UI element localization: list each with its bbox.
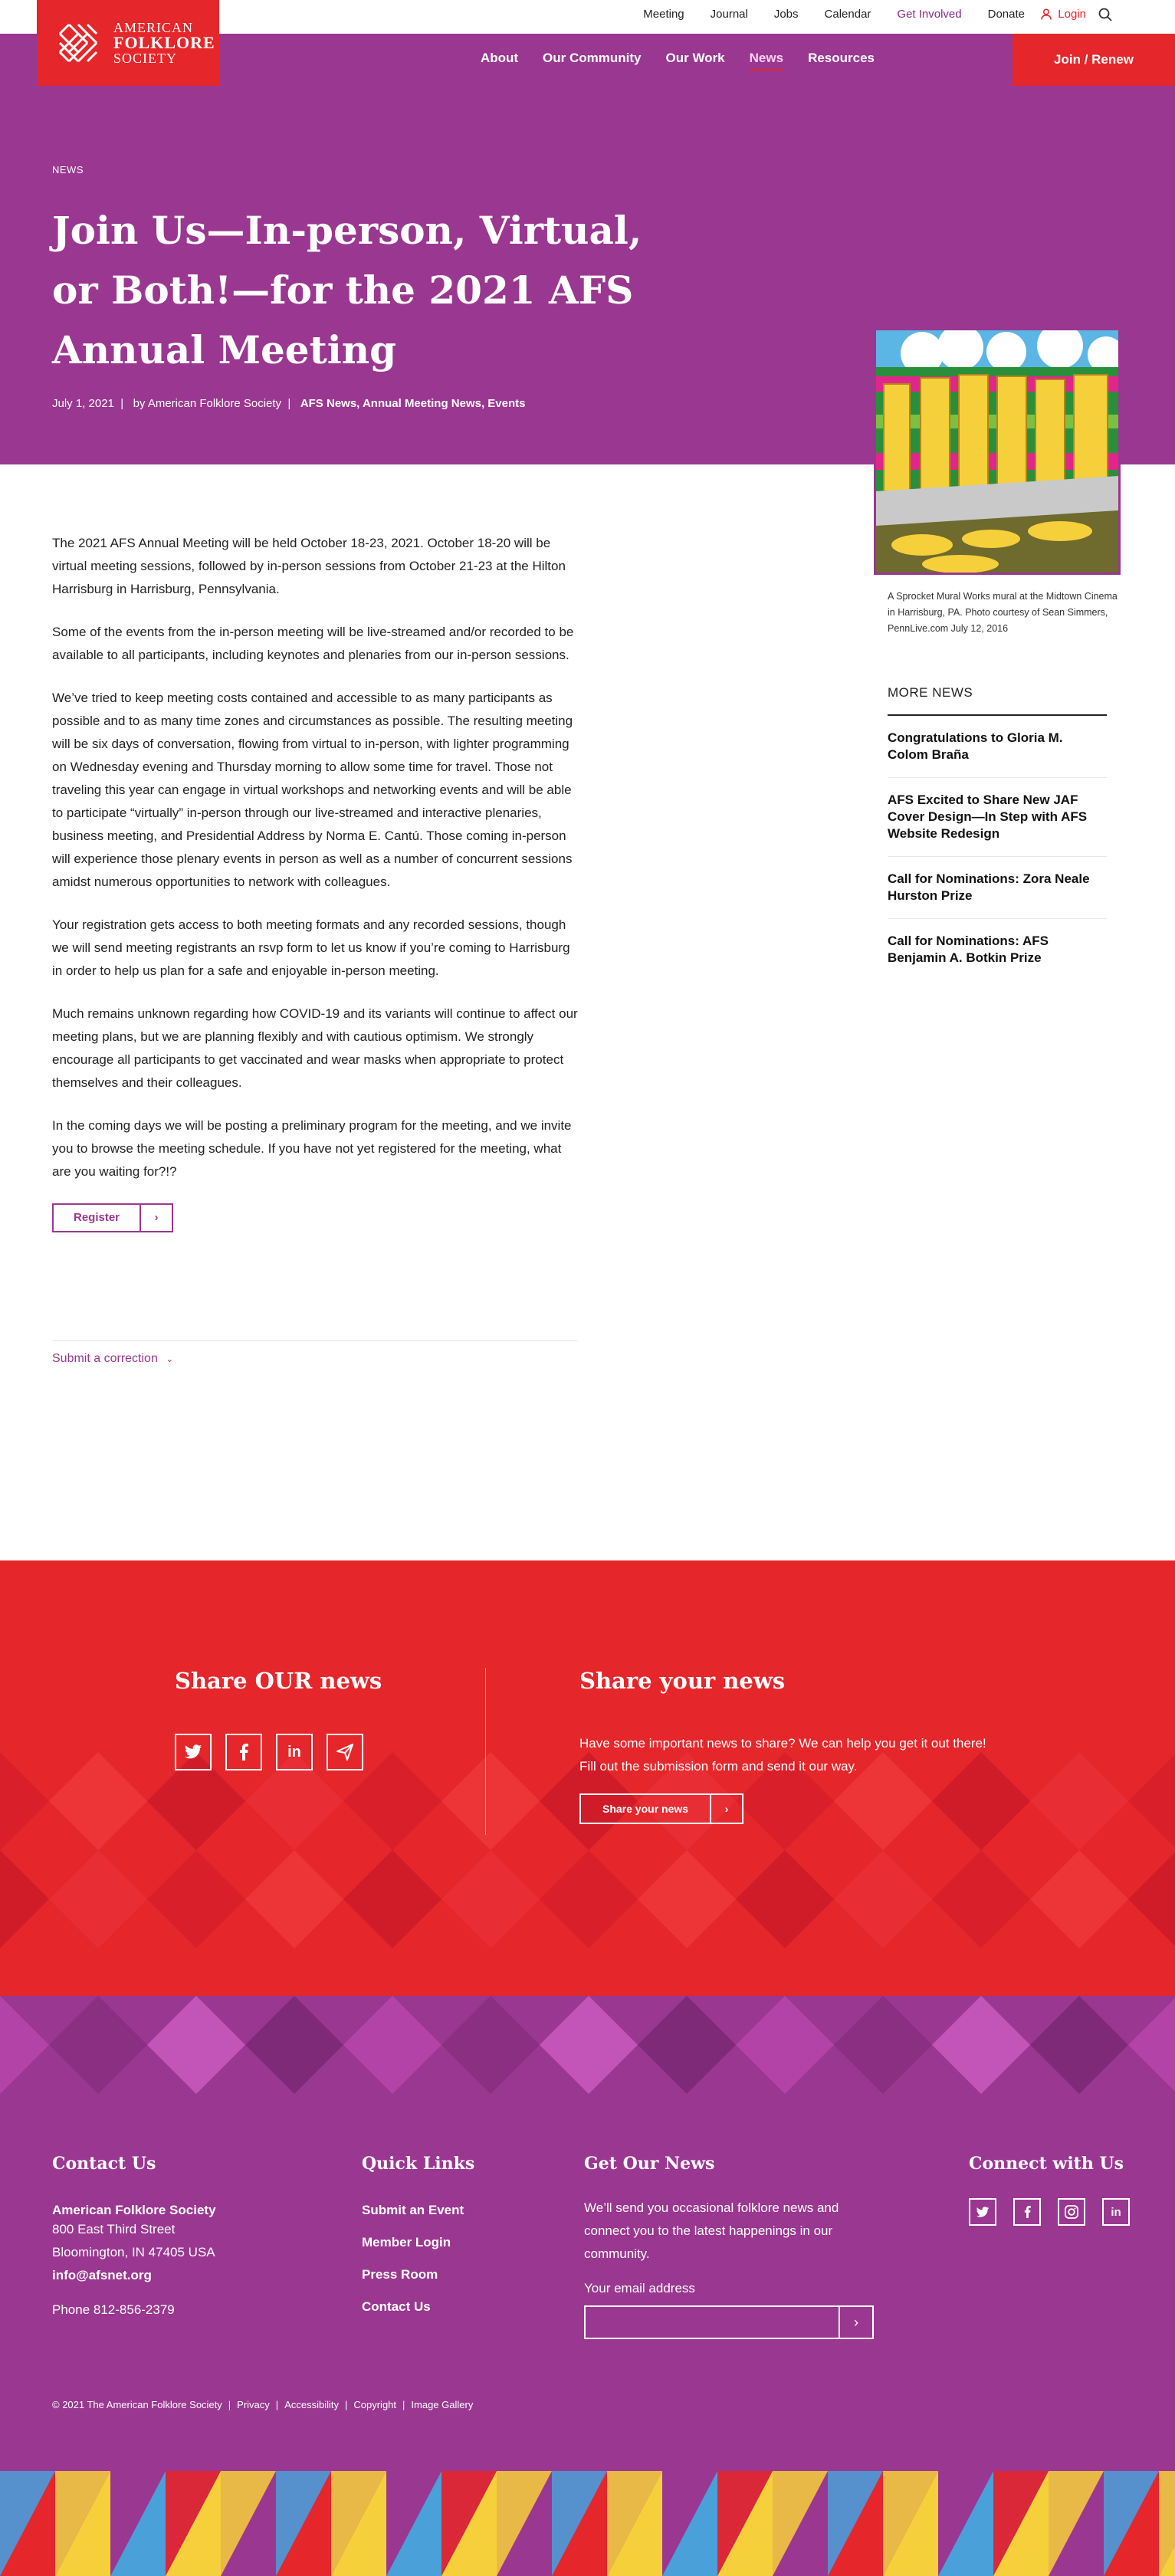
triangle-shape xyxy=(98,1752,147,1850)
triangle-shape xyxy=(441,1850,491,1948)
triangle-shape xyxy=(0,1850,49,1948)
triangle-shape xyxy=(687,1996,736,2094)
utility-link-donate[interactable]: Donate xyxy=(987,8,1025,21)
linkedin-icon[interactable]: in xyxy=(276,1734,313,1770)
quick-link-contact-us[interactable]: Contact Us xyxy=(362,2299,431,2314)
article-paragraph: The 2021 AFS Annual Meeting will be held October 18-23, 2021. October 18-20 will be virtual meeting sessions, followed by in-person sessions from October 21-23 at the Hilton Harrisburg in Harrisburg, Pennsylvania. xyxy=(52,536,566,596)
triangle-shape xyxy=(1128,1752,1175,1850)
article-paragraph: Some of the events from the in-person meeting will be live-streamed and/or recorded to be available to all participants, including keynotes and plenaries from our in-person sessions. xyxy=(52,625,574,662)
more-news-item[interactable]: AFS Excited to Share New JAF Cover Design—In Step with AFS Website Redesign xyxy=(888,778,1107,857)
logo-wordmark xyxy=(113,20,215,66)
footer-newsletter xyxy=(584,2154,875,2339)
more-news-item[interactable]: Congratulations to Gloria M. Colom Braña xyxy=(888,716,1107,778)
triangle-shape xyxy=(294,1850,343,1948)
linkedin-icon[interactable]: in xyxy=(1102,2198,1130,2226)
legal-link-accessibility[interactable]: Accessibility xyxy=(284,2399,339,2410)
triangle-shape xyxy=(98,1850,147,1948)
legal-separator: | xyxy=(275,2399,279,2410)
triangle-shape xyxy=(392,1752,441,1850)
join-renew-button[interactable]: Join / Renew xyxy=(1013,34,1175,86)
triangle-shape xyxy=(834,1850,883,1948)
page-title: Join Us—In-person, Virtual, or Both!—for the 2021 AFS Annual Meeting xyxy=(52,208,642,372)
share-icons xyxy=(175,1734,382,1770)
login-link[interactable] xyxy=(1041,8,1086,21)
purple-triangle-decoration xyxy=(0,1996,1175,2095)
triangle-shape xyxy=(1079,1850,1128,1948)
contact-address-2: Bloomington, IN 47405 USA xyxy=(52,2245,215,2259)
nav-our-work[interactable]: Our Work xyxy=(665,51,725,65)
contact-address-1: 800 East Third Street xyxy=(52,2222,176,2236)
meta-separator: | xyxy=(117,397,130,410)
footer-contact xyxy=(52,2154,216,2318)
share-your-news xyxy=(579,1668,993,1824)
triangle-shape xyxy=(540,1850,589,1948)
user-icon xyxy=(1041,8,1052,20)
more-news-item[interactable]: Call for Nominations: Zora Neale Hurston Prize xyxy=(888,857,1107,919)
legal-bar xyxy=(52,2399,473,2410)
logo-line-1: AMERICAN xyxy=(113,20,194,35)
register-label: Register xyxy=(54,1205,141,1231)
meta-separator: | xyxy=(284,397,297,410)
triangle-shape xyxy=(589,1996,638,2094)
search-button[interactable] xyxy=(1098,8,1112,25)
triangle-shape xyxy=(1079,1996,1128,2094)
triangle-shape xyxy=(343,1850,392,1948)
utility-link-meeting[interactable]: Meeting xyxy=(643,8,684,21)
newsletter-email-input[interactable] xyxy=(584,2305,840,2339)
article-paragraph: Much remains unknown regarding how COVID-19 and its variants will continue to affect our meeting plans, but we are planning flexibly and with cautious optimism. We strongly encourage all participants to get vaccinated and wear masks when appropriate to protect themselves and their colleagues. xyxy=(52,1006,578,1090)
legal-link-image-gallery[interactable]: Image Gallery xyxy=(411,2399,474,2410)
facebook-icon[interactable] xyxy=(225,1734,262,1770)
legal-separator: | xyxy=(402,2399,405,2410)
send-icon[interactable] xyxy=(327,1734,363,1770)
nav-about[interactable]: About xyxy=(480,51,519,65)
triangle-shape xyxy=(883,1850,932,1948)
share-button-label: Share your news xyxy=(581,1795,711,1823)
submit-correction-link[interactable] xyxy=(52,1352,173,1366)
more-news-item[interactable]: Call for Nominations: AFS Benjamin A. Botkin Prize xyxy=(888,934,1049,965)
more-news-heading: MORE NEWS xyxy=(888,685,1107,716)
login-label: Login xyxy=(1058,8,1086,21)
site-logo[interactable] xyxy=(37,0,219,86)
triangle-shape xyxy=(785,1996,834,2094)
triangle-shape xyxy=(196,1850,245,1948)
article-body xyxy=(52,532,581,1232)
utility-link-journal[interactable]: Journal xyxy=(710,8,748,21)
nav-our-community[interactable]: Our Community xyxy=(543,51,642,65)
triangle-shape xyxy=(343,1996,392,2094)
nav-resources[interactable]: Resources xyxy=(808,51,875,65)
triangle-shape xyxy=(932,1996,981,2094)
triangle-shape xyxy=(392,1996,441,2094)
triangle-shape xyxy=(491,1996,540,2094)
footer-quick-links xyxy=(362,2154,474,2315)
quick-link-press-room[interactable]: Press Room xyxy=(362,2267,438,2282)
eyebrow-label: NEWS xyxy=(52,164,84,176)
quick-links-heading: Quick Links xyxy=(362,2154,475,2174)
chevron-right-icon: › xyxy=(724,1803,729,1815)
more-news-sidebar xyxy=(888,685,1107,980)
main-nav-items xyxy=(481,51,875,71)
twitter-icon[interactable] xyxy=(969,2198,996,2226)
triangle-shape xyxy=(245,1850,294,1948)
article-paragraph: We’ve tried to keep meeting costs contained and accessible to as many participants as possible and to as many time zones and circumstances as possible. The resulting meeting will be six days of conversation, flowing from virtual to in-person, with lighter programming on Wednesday evening and Thursday morning to allow some time for travel. Those not traveling this year can engage in virtual workshops and networking events and will be able to participate “virtually” in-person through our live-streamed and interactive plenaries, business meeting, and Presidential Address by Norma E. Cantú. Those coming in-person will experience those plenary events in person as well as a number of concurrent sessions amidst numerous opportunities to network with colleagues. xyxy=(52,691,573,889)
site-footer xyxy=(0,1996,1175,2576)
connect-heading: Connect with Us xyxy=(969,2154,1124,2174)
chevron-right-icon: › xyxy=(154,1211,159,1224)
legal-link-copyright[interactable]: Copyright xyxy=(353,2399,397,2410)
quick-link-member-login[interactable]: Member Login xyxy=(362,2235,451,2249)
triangle-shape xyxy=(1030,1752,1079,1850)
lattice-logo-icon xyxy=(54,18,103,67)
post-date: July 1, 2021 xyxy=(52,397,114,410)
triangle-shape xyxy=(49,1752,98,1850)
triangle-shape xyxy=(540,1996,589,2094)
mural-illustration xyxy=(876,330,1118,573)
triangle-shape xyxy=(1030,1996,1079,2094)
contact-org: American Folklore Society xyxy=(52,2203,216,2217)
newsletter-form xyxy=(584,2305,875,2339)
triangle-shape xyxy=(1128,1850,1175,1948)
utility-nav xyxy=(643,8,1025,21)
triangle-shape xyxy=(1030,1850,1079,1948)
photo-caption: A Sprocket Mural Works mural at the Midtown Cinema in Harrisburg, PA. Photo courtesy of Sean Simmers, PennLive.com July 12, 2016 xyxy=(888,591,1118,634)
triangle-shape xyxy=(785,1850,834,1948)
article-paragraph: Your registration gets access to both meeting formats and any recorded sessions, though we will send meeting registrants an rsvp form to let us know if you’re coming to Harrisburg in order to help us plan for a safe and enjoyable in-person meeting. xyxy=(52,917,570,978)
newsletter-text: We’ll send you occasional folklore news and connect you to the latest happenings in our community. xyxy=(584,2200,839,2261)
triangle-shape xyxy=(98,1996,147,2094)
register-button[interactable] xyxy=(52,1203,173,1232)
utility-link-get-involved[interactable]: Get Involved xyxy=(897,8,962,21)
post-meta xyxy=(52,397,525,410)
triangle-shape xyxy=(736,1850,785,1948)
triangle-shape xyxy=(638,1850,687,1948)
contact-phone: Phone 812-856-2379 xyxy=(52,2302,175,2317)
article-paragraph: In the coming days we will be posting a preliminary program for the meeting, and we invite you to browse the meeting schedule. If you have not yet registered for the meeting, what are you waiting for?!? xyxy=(52,1118,572,1179)
triangle-shape xyxy=(1128,1996,1175,2094)
triangle-shape xyxy=(491,1850,540,1948)
chevron-right-icon: › xyxy=(854,2314,858,2330)
triangle-shape xyxy=(1079,1752,1128,1850)
search-icon xyxy=(1098,8,1112,21)
contact-email-link[interactable]: info@afsnet.org xyxy=(52,2268,152,2282)
share-your-news-button[interactable] xyxy=(579,1793,743,1824)
triangle-shape xyxy=(147,1996,196,2094)
triangle-shape xyxy=(441,1996,491,2094)
post-author[interactable]: by American Folklore Society xyxy=(133,397,282,410)
email-label: Your email address xyxy=(584,2281,695,2295)
triangle-shape xyxy=(736,1996,785,2094)
utility-link-jobs[interactable]: Jobs xyxy=(773,8,799,21)
colorful-triangle-decoration xyxy=(0,2471,1175,2576)
share-our-heading: Share OUR news xyxy=(175,1668,382,1694)
triangle-shape xyxy=(981,1850,1030,1948)
instagram-icon[interactable] xyxy=(1058,2198,1085,2226)
triangle-shape xyxy=(49,1850,98,1948)
chevron-down-icon: ⌄ xyxy=(166,1354,174,1364)
twitter-icon[interactable] xyxy=(175,1734,212,1770)
triangle-shape xyxy=(294,1996,343,2094)
copyright-text: © 2021 The American Folklore Society xyxy=(52,2399,222,2410)
logo-line-2: FOLKLORE xyxy=(113,33,215,52)
triangle-shape xyxy=(687,1850,736,1948)
triangle-shape xyxy=(0,1752,49,1850)
newsletter-heading: Get Our News xyxy=(584,2154,715,2174)
contact-heading: Contact Us xyxy=(52,2154,156,2174)
share-divider xyxy=(485,1668,486,1835)
correction-label: Submit a correction xyxy=(52,1352,158,1365)
social-icons xyxy=(969,2198,1130,2226)
triangle-shape xyxy=(981,1996,1030,2094)
triangle-shape xyxy=(147,1850,196,1948)
share-your-text: Have some important news to share? We can help you get it out there! Fill out the submission form and send it our way. xyxy=(579,1736,986,1774)
triangle-shape xyxy=(196,1996,245,2094)
triangle-shape xyxy=(392,1850,441,1948)
legal-separator: | xyxy=(228,2399,231,2410)
triangle-shape xyxy=(441,1752,491,1850)
utility-link-calendar[interactable]: Calendar xyxy=(824,8,871,21)
harrisburg-mural-photo xyxy=(874,328,1121,575)
triangle-shape xyxy=(245,1996,294,2094)
triangle-shape xyxy=(932,1850,981,1948)
legal-link-privacy[interactable]: Privacy xyxy=(237,2399,270,2410)
legal-separator: | xyxy=(344,2399,348,2410)
triangle-shape xyxy=(0,1996,49,2094)
post-categories[interactable]: AFS News, Annual Meeting News, Events xyxy=(300,397,526,410)
triangle-shape xyxy=(491,1752,540,1850)
newsletter-submit-button[interactable] xyxy=(840,2305,874,2339)
triangle-shape xyxy=(638,1996,687,2094)
logo-line-3: SOCIETY xyxy=(113,51,177,66)
share-news-band xyxy=(0,1560,1175,1996)
triangle-shape xyxy=(49,1996,98,2094)
share-your-heading: Share your news xyxy=(579,1668,786,1694)
triangle-shape xyxy=(834,1996,883,2094)
triangle-shape xyxy=(883,1996,932,2094)
nav-news[interactable]: News xyxy=(750,51,783,71)
share-our-news xyxy=(175,1668,382,1770)
quick-link-submit-event[interactable]: Submit an Event xyxy=(362,2203,464,2217)
triangle-shape xyxy=(589,1850,638,1948)
footer-connect xyxy=(969,2154,1130,2226)
facebook-icon[interactable] xyxy=(1013,2198,1041,2226)
